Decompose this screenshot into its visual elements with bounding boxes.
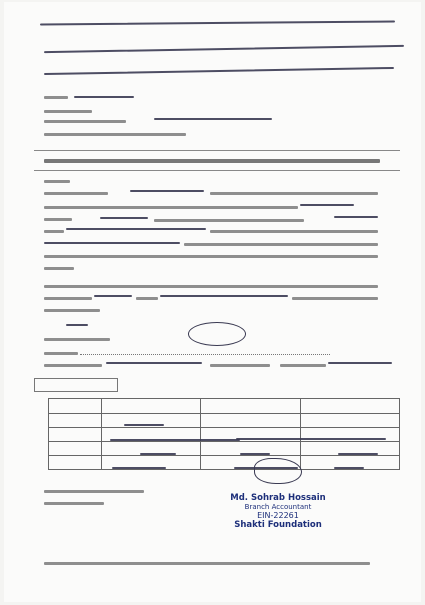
stamp-title: Branch Accountant <box>244 503 312 511</box>
accountant-signature <box>254 458 302 484</box>
stamp-ein: EIN-22261 <box>257 511 299 520</box>
stamp-name: Md. Sohrab Hossain <box>230 493 326 503</box>
scanned-form-page <box>4 2 421 602</box>
recommendation-table <box>48 398 400 470</box>
official-stamp <box>228 493 328 530</box>
recommendation-label-box <box>34 378 118 392</box>
stamp-org: Shakti Foundation <box>234 520 322 530</box>
